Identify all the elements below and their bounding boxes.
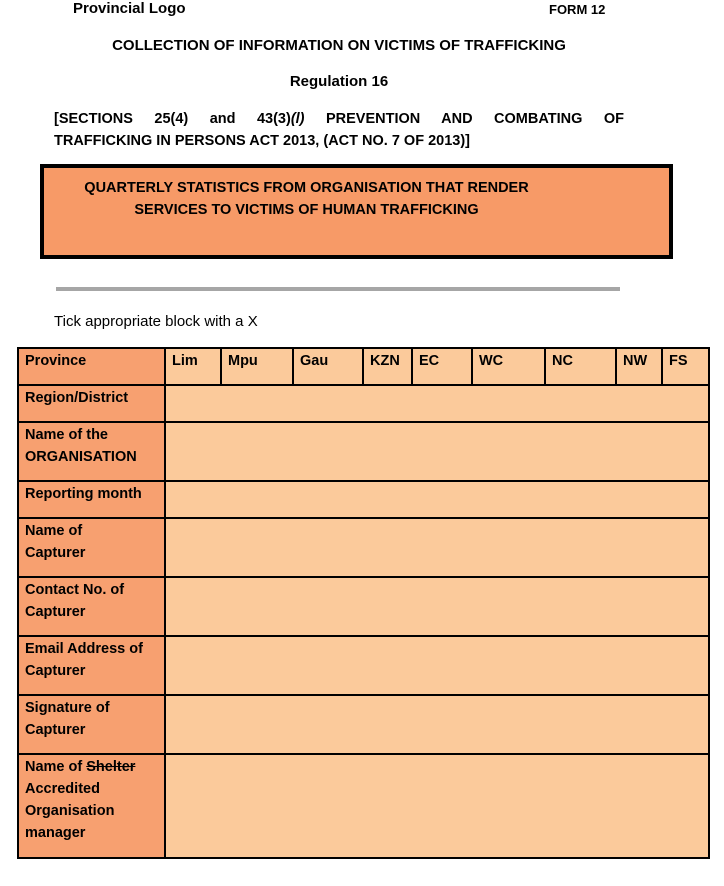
signature-label xyxy=(18,695,165,754)
regulation-label: Regulation 16 xyxy=(289,73,389,90)
capturer-name-field[interactable] xyxy=(165,518,709,577)
manager-row xyxy=(18,754,709,858)
province-option-kzn[interactable]: KZN xyxy=(363,348,412,385)
manager-field[interactable] xyxy=(165,754,709,858)
manager-label-prefix: Name of xyxy=(25,759,87,775)
organisation-row xyxy=(18,422,709,481)
manager-label xyxy=(18,754,165,858)
province-option-gau[interactable]: Gau xyxy=(293,348,363,385)
province-option-lim[interactable]: Lim xyxy=(165,348,221,385)
region-row xyxy=(18,385,709,422)
signature-label-line-2: Capturer xyxy=(25,722,86,738)
province-option-ec[interactable]: EC xyxy=(412,348,472,385)
reporting-month-row xyxy=(18,481,709,518)
contact-label-line-1: Contact No. of xyxy=(25,582,125,598)
province-option-fs[interactable]: FS xyxy=(662,348,709,385)
organisation-label-line-2: ORGANISATION xyxy=(25,449,137,465)
email-label-line-2: Capturer xyxy=(25,663,86,679)
signature-row xyxy=(18,695,709,754)
capturer-name-label-line-2: Capturer xyxy=(25,545,86,561)
provincial-logo-placeholder: Provincial Logo xyxy=(73,0,186,17)
province-label: Province xyxy=(18,348,165,385)
legal-reference-italic: (l) xyxy=(290,111,305,127)
contact-field[interactable] xyxy=(165,577,709,636)
capturer-name-row xyxy=(18,518,709,577)
capturer-name-label xyxy=(18,518,165,577)
signature-field[interactable] xyxy=(165,695,709,754)
organisation-label-line-1: Name of the xyxy=(25,427,108,443)
email-label-line-1: Email Address of xyxy=(25,641,143,657)
contact-label xyxy=(18,577,165,636)
region-label: Region/District xyxy=(18,385,165,422)
email-label xyxy=(18,636,165,695)
region-field[interactable] xyxy=(165,385,709,422)
manager-label-line-1 xyxy=(25,756,158,778)
manager-label-line-2: Accredited xyxy=(25,781,100,797)
province-option-nw[interactable]: NW xyxy=(616,348,662,385)
province-option-wc[interactable]: WC xyxy=(472,348,545,385)
contact-label-line-2: Capturer xyxy=(25,604,86,620)
banner-text xyxy=(44,177,669,221)
email-row xyxy=(18,636,709,695)
banner-line-1: QUARTERLY STATISTICS FROM ORGANISATION THAT RENDER xyxy=(84,180,529,196)
quarterly-statistics-banner xyxy=(40,164,673,259)
signature-label-line-1: Signature of xyxy=(25,700,110,716)
province-option-mpu[interactable]: Mpu xyxy=(221,348,293,385)
capturer-name-label-line-1: Name of xyxy=(25,523,83,539)
reporting-month-label: Reporting month xyxy=(18,481,165,518)
manager-label-line-4: manager xyxy=(25,825,86,841)
tick-instruction: Tick appropriate block with a X xyxy=(54,313,258,330)
organisation-label xyxy=(18,422,165,481)
manager-label-struck-word: Shelter xyxy=(86,759,136,775)
contact-row xyxy=(18,577,709,636)
province-option-nc[interactable]: NC xyxy=(545,348,616,385)
capture-form-table xyxy=(17,347,710,859)
legal-reference xyxy=(54,108,624,152)
legal-reference-line-1 xyxy=(54,108,624,130)
legal-reference-part-a: [SECTIONS 25(4) and 43(3) xyxy=(54,111,291,127)
form-number: FORM 12 xyxy=(549,2,606,17)
reporting-month-field[interactable] xyxy=(165,481,709,518)
email-field[interactable] xyxy=(165,636,709,695)
banner-line-2: SERVICES TO VICTIMS OF HUMAN TRAFFICKING xyxy=(134,202,479,218)
organisation-field[interactable] xyxy=(165,422,709,481)
document-title: COLLECTION OF INFORMATION ON VICTIMS OF TRAFFICKING xyxy=(112,37,566,54)
manager-label-line-3: Organisation xyxy=(25,803,115,819)
province-row xyxy=(18,348,709,385)
legal-reference-part-b: PREVENTION AND COMBATING OF xyxy=(304,111,624,127)
legal-reference-line-2: TRAFFICKING IN PERSONS ACT 2013, (ACT NO. 7 OF 2013)] xyxy=(54,133,470,149)
horizontal-divider xyxy=(56,287,620,291)
